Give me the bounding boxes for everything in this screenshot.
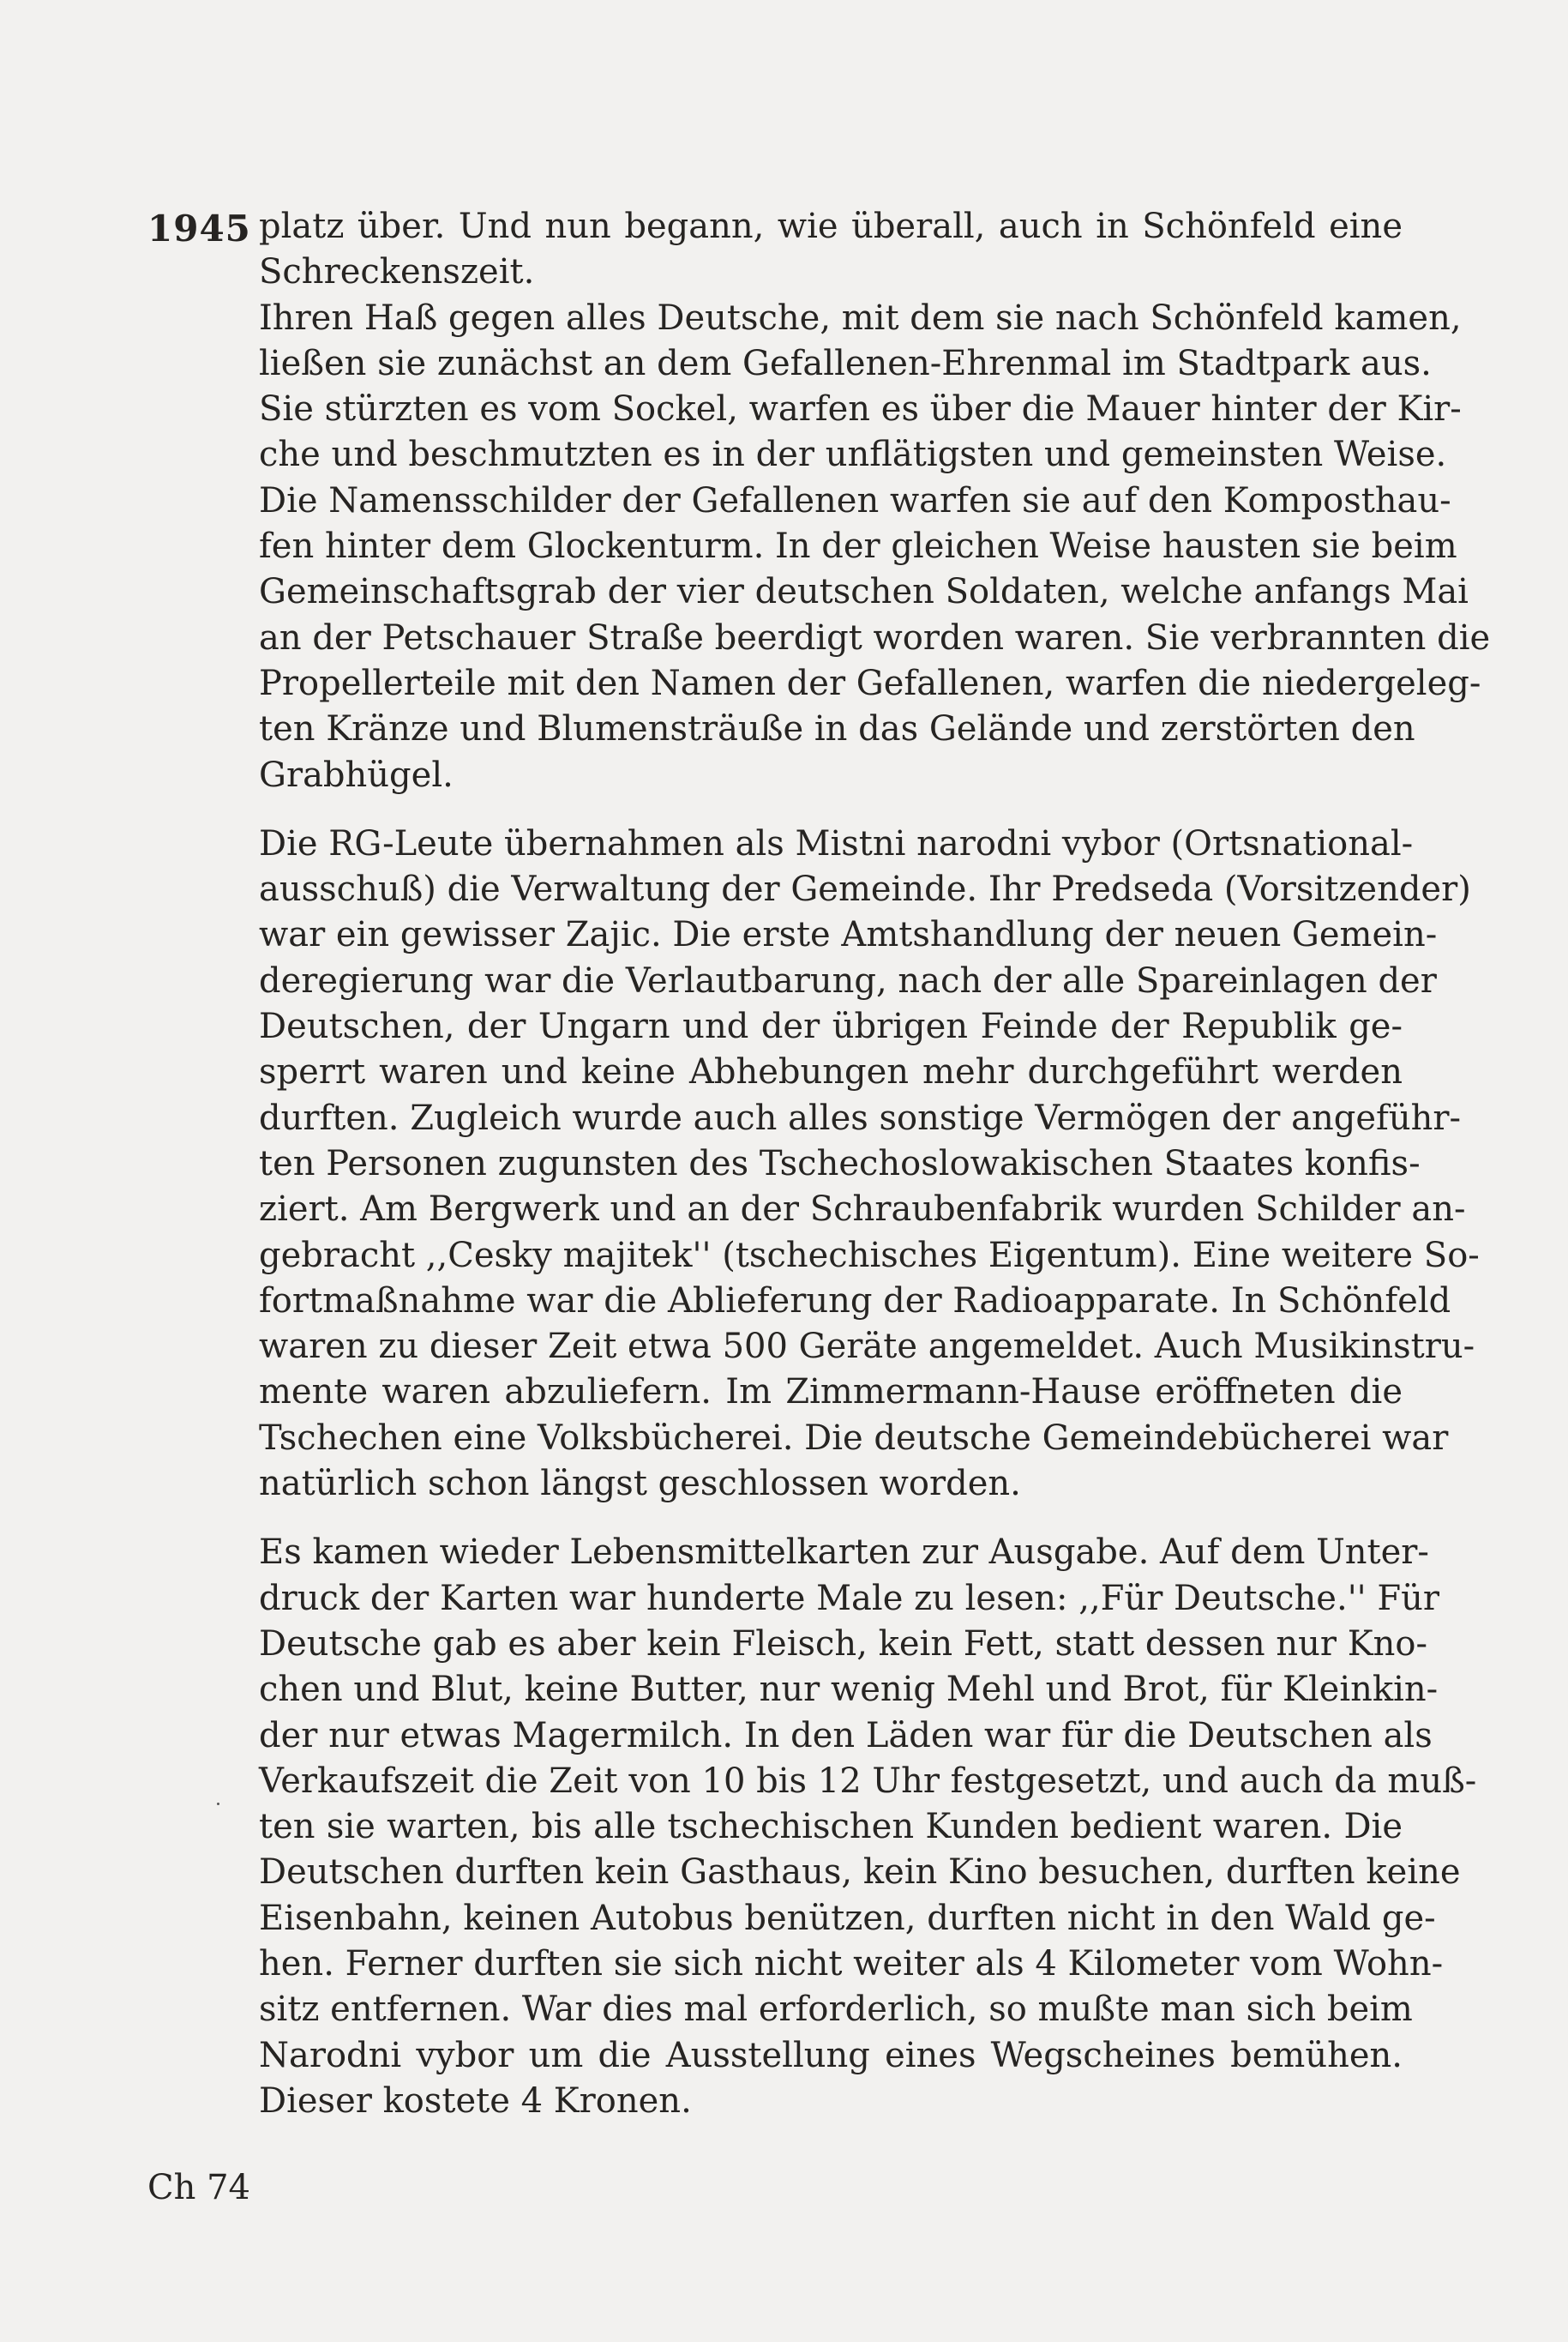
text-line: Es kamen wieder Lebensmittelkarten zur Ausgabe. Auf dem Unter-: [259, 1532, 1429, 1573]
text-line: fortmaßnahme war die Ablieferung der Radioapparate. In Schönfeld: [259, 1280, 1451, 1321]
text-line: Die RG-Leute übernahmen als Mistni narodni vybor (Ortsnational-: [259, 823, 1414, 864]
paragraph-2: [259, 822, 1480, 1507]
text-line: Schreckenszeit.: [259, 252, 535, 292]
text-line: Propellerteile mit den Namen der Gefallenen, warfen die niedergeleg-: [259, 663, 1481, 703]
text-line: druck der Karten war hunderte Male zu lesen: ,,Für Deutsche.'' Für: [259, 1578, 1440, 1618]
page-number: Ch 74: [147, 2168, 250, 2207]
text-line: war ein gewisser Zajic. Die erste Amtshandlung der neuen Gemein-: [259, 915, 1438, 955]
text-line: sperrt waren und keine Abhebungen mehr durchgeführt werden: [259, 1052, 1403, 1093]
text-line: Die Namensschilder der Gefallenen warfen sie auf den Komposthau-: [259, 480, 1451, 521]
text-line: ließen sie zunächst an dem Gefallenen-Ehrenmal im Stadtpark aus.: [259, 343, 1432, 383]
text-line: Verkaufszeit die Zeit von 10 bis 12 Uhr festgesetzt, und auch da muß-: [259, 1761, 1477, 1801]
text-line: platz über. Und nun begann, wie überall, auch in Schönfeld eine: [259, 207, 1403, 246]
year-marker: 1945: [147, 208, 251, 250]
text-line: gebracht ,,Cesky majitek'' (tschechisches Eigentum). Eine weitere So-: [259, 1235, 1480, 1275]
text-line: sitz entfernen. War dies mal erforderlich, so mußte man sich beim: [259, 1990, 1413, 2030]
text-line: Tschechen eine Volksbücherei. Die deutsche Gemeindebücherei war: [259, 1418, 1449, 1458]
text-line: Grabhügel.: [259, 755, 454, 795]
text-line: Ihren Haß gegen alles Deutsche, mit dem sie nach Schönfeld kamen,: [259, 298, 1462, 338]
text-line: Deutsche gab es aber kein Fleisch, kein Fett, statt dessen nur Kno-: [259, 1623, 1428, 1664]
text-line: ten Kränze und Blumensträuße in das Gelände und zerstörten den: [259, 709, 1415, 750]
text-line: Eisenbahn, keinen Autobus benützen, durften nicht in den Wald ge-: [259, 1898, 1436, 1938]
text-line: Deutschen, der Ungarn und der übrigen Feinde der Republik ge-: [259, 1007, 1403, 1047]
text-line: durften. Zugleich wurde auch alles sonstige Vermögen der angeführ-: [259, 1098, 1461, 1138]
text-line: Sie stürzten es vom Sockel, warfen es über die Mauer hinter der Kir-: [259, 389, 1462, 430]
text-line: ausschuß) die Verwaltung der Gemeinde. Ihr Predseda (Vorsitzender): [259, 870, 1471, 910]
text-line: waren zu dieser Zeit etwa 500 Geräte angemeldet. Auch Musikinstru-: [259, 1327, 1475, 1367]
text-line: ziert. Am Bergwerk und an der Schraubenfabrik wurden Schilder an-: [259, 1189, 1466, 1230]
text-line: der nur etwas Magermilch. In den Läden war für die Deutschen als: [259, 1715, 1433, 1755]
paragraph-1: [259, 204, 1491, 798]
text-line: ten Personen zugunsten des Tschechoslowakischen Staates konfis-: [259, 1143, 1421, 1183]
text-line: hen. Ferner durften sie sich nicht weiter als 4 Kilometer vom Wohn-: [259, 1943, 1444, 1984]
text-line: Dieser kostete 4 Kronen.: [259, 2080, 692, 2121]
text-line: natürlich schon längst geschlossen worden.: [259, 1464, 1021, 1504]
body-text: [259, 204, 1491, 2124]
text-line: deregierung war die Verlautbarung, nach der alle Spareinlagen der: [259, 960, 1437, 1001]
text-line: chen und Blut, keine Butter, nur wenig Mehl und Brot, für Kleinkin-: [259, 1670, 1439, 1710]
text-line: fen hinter dem Glockenturm. In der gleichen Weise hausten sie beim: [259, 527, 1457, 567]
text-line: Gemeinschaftsgrab der vier deutschen Soldaten, welche anfangs Mai: [259, 572, 1469, 612]
text-line: Deutschen durften kein Gasthaus, kein Kino besuchen, durften keine: [259, 1852, 1461, 1893]
text-line: ten sie warten, bis alle tschechischen Kunden bedient waren. Die: [259, 1807, 1403, 1847]
text-line: che und beschmutzten es in der unflätigsten und gemeinsten Weise.: [259, 435, 1447, 475]
paper-speck: [217, 1803, 219, 1805]
text-line: Narodni vybor um die Ausstellung eines Wegscheines bemühen.: [259, 2035, 1403, 2075]
text-line: mente waren abzuliefern. Im Zimmermann-Hause eröffneten die: [259, 1372, 1403, 1412]
text-line: an der Petschauer Straße beerdigt worden waren. Sie verbrannten die: [259, 617, 1491, 658]
paragraph-3: [259, 1530, 1477, 2124]
